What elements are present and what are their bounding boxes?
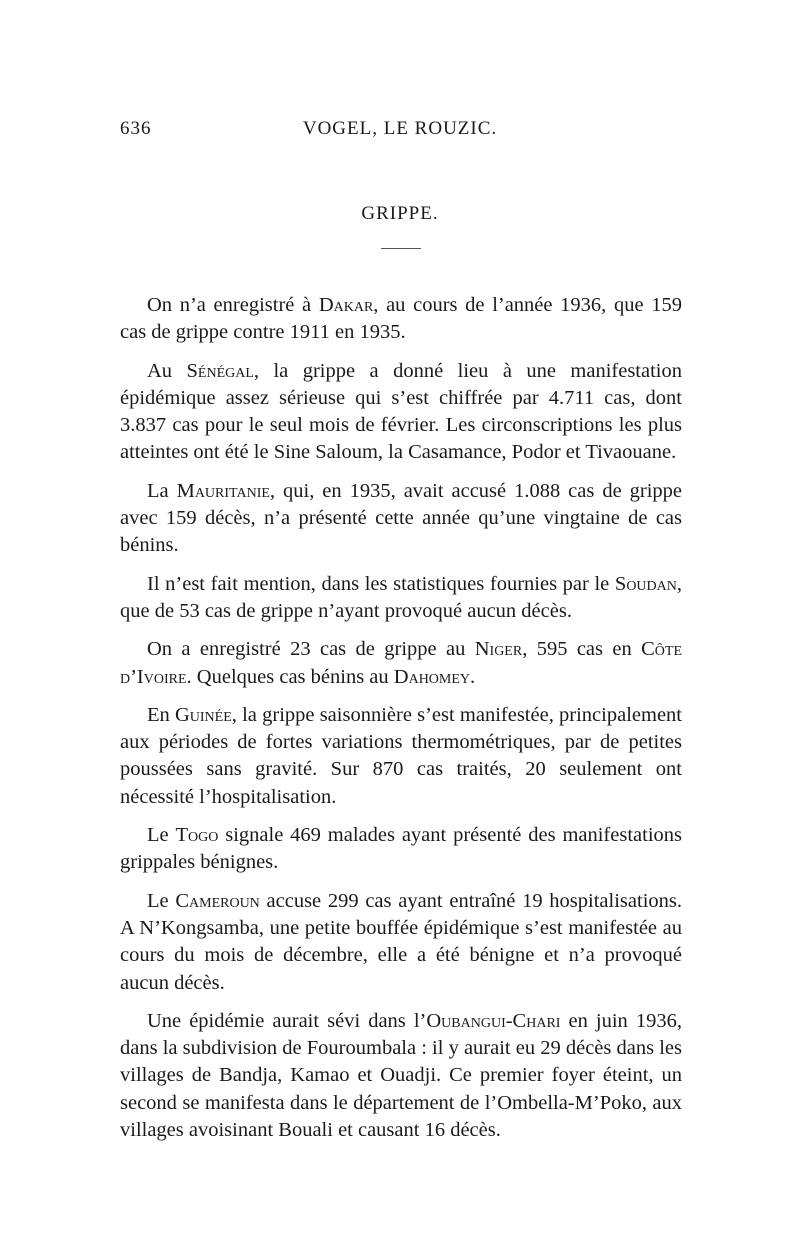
place-name: Cameroun xyxy=(175,889,260,912)
paragraph-guinee: En Guinée, la grippe saisonnière s’est manifestée, principalement aux périodes de fortes variations thermométriques, par de petites poussées sans gravité. Sur 870 cas traités, 20 seulement ont nécessité l’hospitalisation. xyxy=(120,703,682,808)
paragraph-niger: On a enregistré 23 cas de grippe au Niger, 595 cas en Côte d’Ivoire. Quelques cas bénins au Dahomey. xyxy=(120,638,682,688)
place-name: Niger xyxy=(474,638,523,661)
page-header xyxy=(120,118,680,148)
paragraph-soudan: Il n’est fait mention, dans les statistiques fournies par le Soudan, que de 53 cas de grippe n’ayant provoqué aucun décès. xyxy=(120,572,682,622)
place-name: Côte d’Ivoire xyxy=(120,638,682,688)
place-name: Dakar xyxy=(318,294,374,316)
paragraph-oubangui-chari: Une épidémie aurait sévi dans l’Oubangui-Chari en juin 1936, dans la subdivision de Fouroumbala : il y aurait eu 29 décès dans les villages de Bandja, Kamao et Ouadji. Ce premier foyer éteint, un second se manifesta dans le département de l’Ombella-M’Poko, aux villages avoisinant Bouali et causant 16 décès. xyxy=(120,1009,682,1142)
page-number: 636 xyxy=(120,118,152,139)
place-name: Dahomey xyxy=(393,665,471,688)
section-title: GRIPPE. xyxy=(361,203,439,224)
place-name: Mauritanie xyxy=(176,479,270,502)
paragraph-senegal: Au Sénégal, la grippe a donné lieu à une manifestation épidémique assez sérieuse qui s’est chiffrée par 4.711 cas, dont 3.837 cas pour le seul mois de février. Les circonscriptions les plus atteintes ont été le Sine Saloum, la Casamance, Podor et Tivaouane. xyxy=(120,359,682,464)
place-name: Togo xyxy=(175,824,219,847)
paragraph-mauritanie: La Mauritanie, qui, en 1935, avait accusé 1.088 cas de grippe avec 159 décès, n’a présenté cette année qu’une vingtaine de cas bénins. xyxy=(120,479,683,557)
paragraph-dakar: On n’a enregistré à Dakar, au cours de l’année 1936, que 159 cas de grippe contre 1911 en 1935. xyxy=(120,294,682,344)
place-name: Sénégal xyxy=(186,359,254,382)
place-name: Guinée xyxy=(174,703,232,726)
paragraph-togo: Le Togo signale 469 malades ayant présenté des manifestations grippales bénignes. xyxy=(120,824,682,874)
paragraph-cameroun: Le Cameroun accuse 299 cas ayant entraîné 19 hospitalisations. A N’Kongsamba, une petite bouffée épidémique s’est manifestée au cours du mois de décembre, elle a été bénigne et n’a provoqué aucun décès. xyxy=(120,889,682,994)
running-head: VOGEL, LE ROUZIC. xyxy=(302,118,498,139)
place-name: Soudan xyxy=(614,572,677,595)
body-text xyxy=(120,292,682,1155)
title-divider xyxy=(381,248,421,249)
place-name: Oubangui-Chari xyxy=(426,1009,561,1032)
